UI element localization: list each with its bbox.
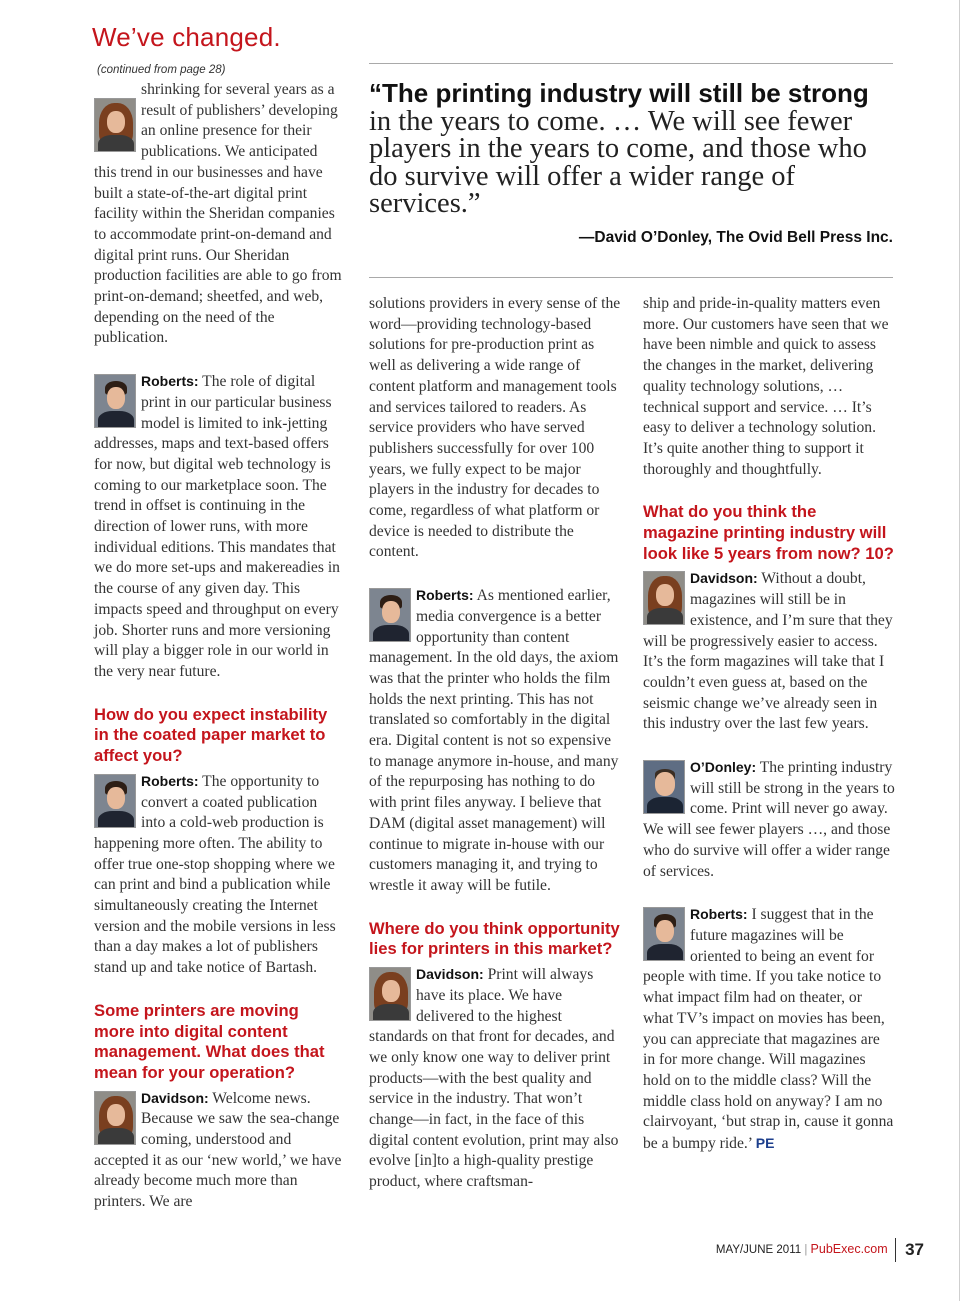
answer-text: I suggest that in the future magazines will be oriented to being an event for people with time. If you take notice to what impact film had on theater, or what TV’s impact on movies has been, you can appreciate that magazines are in for more change. Will magazines hold on to the middle class? Will the middle class hold on anyway? I am no clairvoyant, ‘but strap in, cause it gonna be a bumpy ride.’ [643, 906, 894, 1153]
answer-text: shrinking for several years as a result of publishers’ developing an online presence for their publications. We anticipated this trend in our businesses and have built a state-of-the-art digital print facility within the Sheridan companies to accommodate print-on-demand and digital print runs. Our Sheridan production facilities are able to go from print-on-demand; sheetfed, and web, depending on the need of the publication. [94, 81, 342, 347]
speaker-name: Davidson: [690, 570, 758, 587]
pull-quote-attribution: —David O’Donley, The Ovid Bell Press Inc. [578, 229, 893, 246]
column-right [643, 294, 895, 1155]
answer-paragraph [94, 771, 342, 979]
end-mark: PE [755, 1135, 775, 1152]
roberts-headshot [94, 774, 136, 828]
answer-paragraph [643, 904, 895, 1154]
speaker-name: Roberts: [690, 906, 748, 923]
answer-text: Print will always have its place. We have delivered to the highest standards on that front for decades, and we only know one way to deliver print products—with the best quality and service in the industry. That won’t change—in fact, in the face of this digital content evolution, print may also evolve [in]to a high-quality prestige product, where craftsman- [369, 966, 619, 1191]
column-left [94, 63, 342, 1213]
answer-paragraph [643, 568, 895, 735]
pull-quote [369, 80, 894, 218]
footer-separator: | [804, 1244, 808, 1257]
column-middle [369, 294, 621, 1193]
answer-text: The role of digital print in our particular business model is limited to ink-jetting addresses, maps and text-based offers for now, but digital web technology is coming to our marketplace soon. The trend in offset is continuing in the direction of lower runs, with more individual editions. This mandates that we do more set-ups and makereadies in the course of any given day. This impacts speed and throughput on every job. Shorter runs and more versioning will play a bigger role in our world in the very near future. [94, 373, 340, 680]
answer-paragraph [643, 757, 895, 882]
pullquote-top-rule [369, 63, 893, 64]
pull-quote-text: in the years to come. … We will see fewer players in the years to come, and those who do survive will offer a wider range of services.” [369, 105, 867, 219]
footer-divider [895, 1238, 896, 1262]
davidson-headshot [643, 571, 685, 625]
answer-text: The opportunity to convert a coated publication into a cold-web production is happening more often. The ability to offer true one-stop shopping where we can print and bind a publication while simultaneously creating the Internet version and the mobile versions in less than a day makes a lot of publishers stand up and take notice of Bartash. [94, 772, 336, 977]
roberts-headshot [369, 588, 411, 642]
speaker-name: O’Donley: [690, 759, 757, 776]
page-footer [600, 1238, 924, 1262]
answer-text: The printing industry will still be strong in the years to come. Print will never go away. We will see fewer players …, and those who do survive will offer a wider range of services. [643, 759, 895, 880]
answer-text: Welcome news. Because we saw the sea-change coming, understood and accepted it as our ‘new world,’ we have already become much more than printers. We are [94, 1089, 342, 1211]
pullquote-bottom-rule [369, 277, 893, 278]
answer-paragraph [94, 1088, 342, 1213]
answer-paragraph [369, 585, 621, 897]
pull-quote-lead: “The printing industry will still be strong [369, 78, 869, 108]
answer-text: Without a doubt, magazines will still be in existence, and I’m sure that they will be progressively easier to access. It’s the form magazines will take that I couldn’t even guess at, based on the seismic change we’ve already seen in this industry over the last few years. [643, 570, 893, 733]
question-heading: Where do you think opportunity lies for printers in this market? [369, 918, 620, 959]
roberts-headshot [643, 907, 685, 961]
davidson-headshot [94, 98, 136, 152]
speaker-name: Roberts: [141, 373, 199, 390]
answer-paragraph [94, 80, 342, 349]
question-heading: What do you think the magazine printing industry will look like 5 years from now? 10? [643, 502, 894, 563]
answer-paragraph: ship and pride-in-quality matters even more. Our customers have seen that we have been nimble and quick to assess the changes in the market, delivering quality technology solutions, … technical support and service. … It’s easy to deliver a technology solution. It’s quite another thing to support it thoroughly and thoughtfully. [643, 295, 889, 478]
answer-paragraph [94, 371, 342, 683]
answer-paragraph [369, 964, 621, 1193]
speaker-name: Roberts: [141, 772, 199, 789]
answer-text: As mentioned earlier, media convergence is a better opportunity than content management. In the old days, the axiom was that the printer who holds the film holds the next printing. This has not translated so comfortably in the digital era. Digital content is not so expensive to manage anymore in-house, and many of the repurposing has nothing to do with print files anyway. I believe that DAM (digital asset management) will continue to migrate in-house with our customers managing it, and trying to wrestle it away will be futile. [369, 587, 619, 894]
speaker-name: Roberts: [416, 587, 474, 604]
site-name: PubExec.com [810, 1242, 888, 1257]
issue-date: MAY/JUNE 2011 [715, 1244, 802, 1257]
answer-paragraph: solutions providers in every sense of the word—providing technology-based solutions for pre-production print as well as delivering a wide range of content platform and management tools and services tailored to readers. As service providers who have served publishers successfully for over 100 years, we fully expect to be major players in the industry for decades to come, regardless of what platform or device is needed to distribute the content. [369, 295, 621, 561]
question-heading: How do you expect instability in the coated paper market to affect you? [94, 704, 328, 766]
question-heading: Some printers are moving more into digital content management. What does that mean for your operation? [94, 1000, 325, 1082]
roberts-headshot [94, 374, 136, 428]
odonley-headshot [643, 760, 685, 814]
davidson-headshot [94, 1091, 136, 1145]
speaker-name: Davidson: [141, 1089, 209, 1106]
davidson-headshot [369, 967, 411, 1021]
page-number: 37 [905, 1240, 924, 1259]
page-title: We’ve changed. [92, 22, 281, 52]
continued-note: (continued from page 28) [97, 64, 226, 76]
speaker-name: Davidson: [416, 966, 484, 983]
